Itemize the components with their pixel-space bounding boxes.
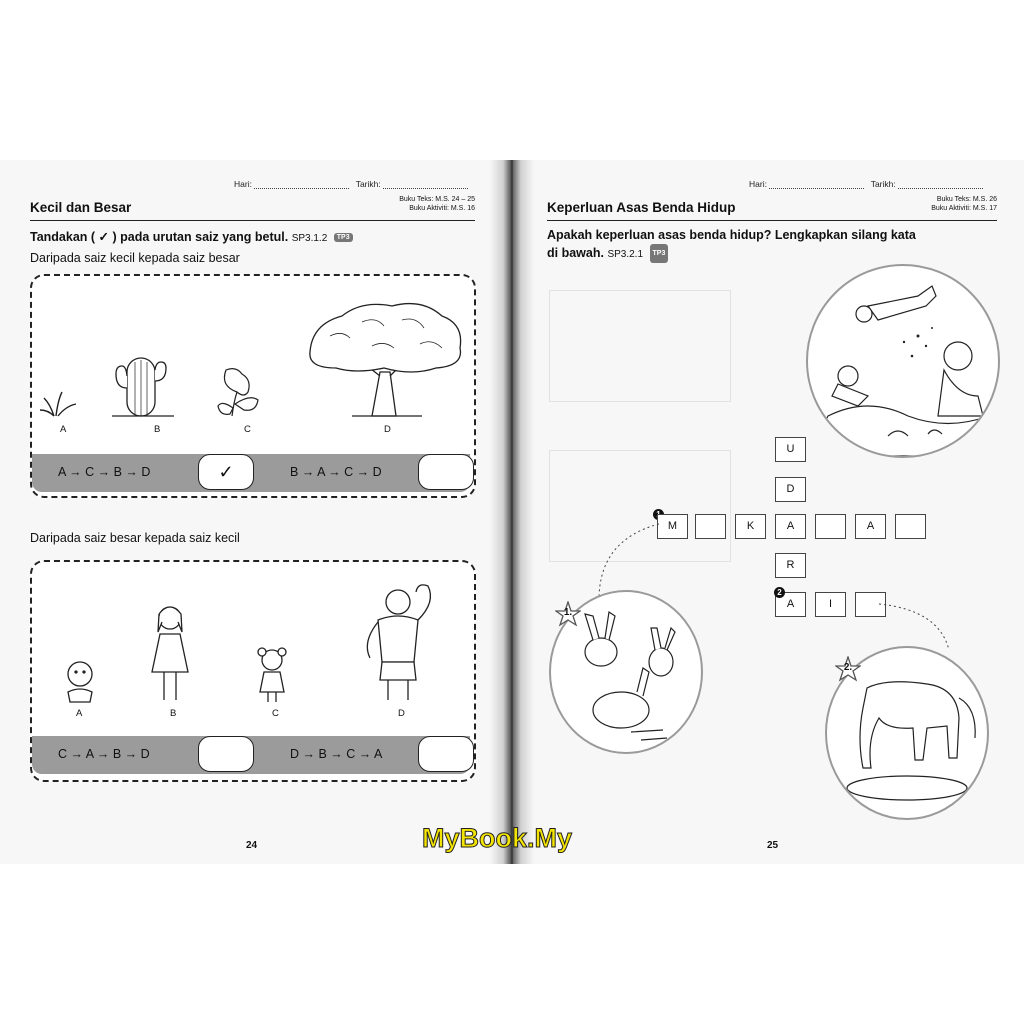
hari-label: Hari: <box>234 179 252 189</box>
crossword-cell[interactable]: K <box>735 514 766 539</box>
tarikh-label: Tarikh: <box>870 179 896 189</box>
crossword-cell[interactable] <box>855 592 886 617</box>
right-page <box>519 160 1024 864</box>
option-label-a: A <box>76 708 83 719</box>
crossword-cell[interactable]: R <box>775 553 806 578</box>
crossword-cell[interactable] <box>695 514 726 539</box>
textbook-ref: Buku Teks: M.S. 24 – 25 <box>399 196 475 203</box>
section2-illustration <box>32 562 474 722</box>
star-badge-2: 2. <box>835 656 861 682</box>
option-label-b: B <box>170 708 177 719</box>
small-girl-icon <box>258 648 286 702</box>
crossword-cell[interactable]: U <box>775 437 806 462</box>
section2-subtitle: Daripada saiz besar kepada saiz kecil <box>30 531 240 545</box>
answer-bar <box>32 454 470 492</box>
watermark: MyBook.My <box>422 823 573 853</box>
page-title: Kecil dan Besar <box>30 200 132 215</box>
page-number: 25 <box>767 840 779 851</box>
strong-man-icon <box>367 585 430 700</box>
faded-background-box <box>549 450 731 562</box>
answer-bar <box>32 736 470 774</box>
left-page <box>0 160 505 864</box>
crossword-cell[interactable]: M <box>657 514 688 539</box>
option-label-c: C <box>272 708 279 719</box>
sequence-option-1: A → C → B → D <box>58 465 151 479</box>
diver-icon <box>808 266 998 456</box>
option-label-d: D <box>398 708 405 719</box>
diver-illustration <box>806 264 1000 458</box>
crossword-cell[interactable]: I <box>815 592 846 617</box>
sp-code: SP3.1.2 <box>291 233 328 244</box>
clue-number-2: 2 <box>774 587 785 598</box>
section1-box <box>30 274 476 498</box>
faded-background-box <box>549 290 731 402</box>
tp-badge: TP3 <box>334 233 353 242</box>
page-title: Keperluan Asas Benda Hidup <box>547 200 736 215</box>
section2-box <box>30 560 476 782</box>
activity-ref: Buku Aktiviti: M.S. 17 <box>931 205 997 212</box>
sequence-option-2: B → A → C → D <box>290 465 382 479</box>
answer-box-2[interactable] <box>418 736 474 772</box>
right-page-header <box>749 179 983 189</box>
sp-code: SP3.2.1 <box>607 248 644 260</box>
book-reference <box>399 195 475 213</box>
crossword-cell[interactable] <box>895 514 926 539</box>
crossword-cell[interactable]: D <box>775 477 806 502</box>
crossword-cell[interactable] <box>815 514 846 539</box>
instruction: Apakah keperluan asas benda hidup? Lengkapkan silang kata di bawah. SP3.2.1 TP3 <box>547 227 916 263</box>
sequence-option-1: C → A → B → D <box>58 747 150 761</box>
answer-box-1[interactable] <box>198 736 254 772</box>
page-number: 24 <box>246 840 258 851</box>
tree-icon <box>310 304 461 416</box>
hari-label: Hari: <box>749 179 767 189</box>
answer-box-2[interactable] <box>418 454 474 490</box>
option-label-c: C <box>244 424 251 435</box>
baby-icon <box>68 662 92 702</box>
grass-icon <box>40 392 76 416</box>
left-page-header <box>234 179 468 189</box>
section1-subtitle: Daripada saiz kecil kepada saiz besar <box>30 251 240 265</box>
sequence-option-2: D → B → C → A <box>290 747 383 761</box>
crossword-cell[interactable]: A <box>855 514 886 539</box>
option-label-d: D <box>384 424 391 435</box>
tp-badge: TP3 <box>650 244 669 263</box>
right-title-row <box>547 196 997 221</box>
instruction: Tandakan ( ✓ ) pada urutan saiz yang betul. SP3.1.2 TP3 <box>30 229 353 244</box>
cactus-icon <box>112 358 174 416</box>
book-reference <box>931 195 997 213</box>
tarikh-label: Tarikh: <box>355 179 381 189</box>
girl-icon <box>152 607 188 700</box>
activity-ref: Buku Aktiviti: M.S. 16 <box>409 205 475 212</box>
option-label-a: A <box>60 424 67 435</box>
book-spread <box>0 160 1024 864</box>
star-badge-1: 1. <box>555 601 581 627</box>
crossword-cell[interactable]: A <box>775 592 806 617</box>
answer-box-1[interactable]: ✓ <box>198 454 254 490</box>
left-title-row <box>30 196 475 221</box>
option-label-b: B <box>154 424 161 435</box>
textbook-ref: Buku Teks: M.S. 26 <box>936 196 997 203</box>
section1-illustration <box>32 276 474 446</box>
plant-icon <box>218 369 258 416</box>
crossword-cell[interactable]: A <box>775 514 806 539</box>
